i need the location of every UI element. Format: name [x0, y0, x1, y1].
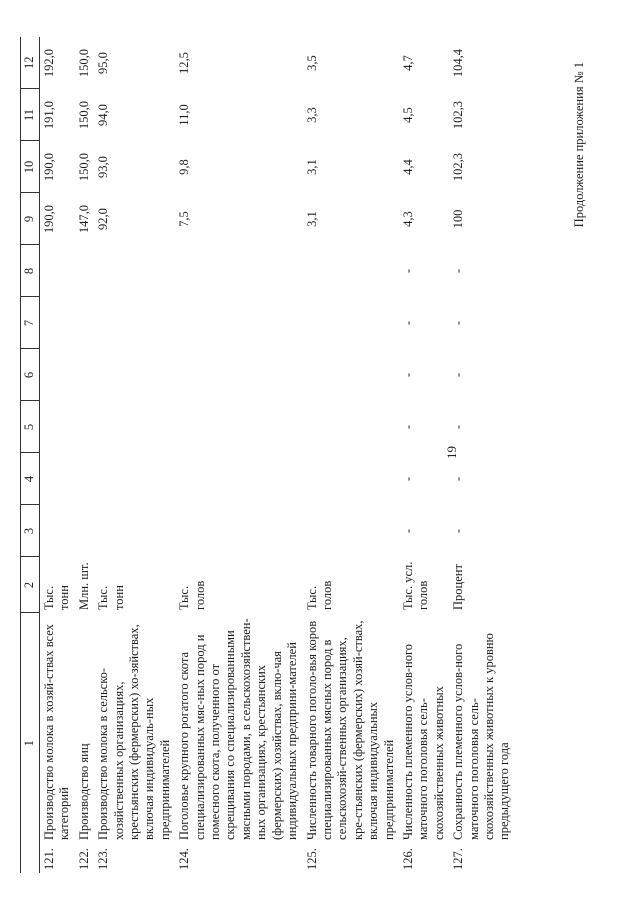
value-cell: [94, 349, 175, 401]
value-cell: [40, 245, 75, 297]
indicator-name: Численность племенного услов-ного маточного поголовья сель-скохозяйственных животных: [400, 643, 446, 840]
value-cell: 4,4: [400, 159, 415, 175]
value-cell: -: [400, 476, 415, 482]
value-cell: [75, 297, 94, 349]
row-number: 124.: [177, 848, 192, 870]
column-header: 10: [21, 141, 40, 193]
value-cell: -: [451, 476, 466, 482]
table-row: [399, 37, 449, 873]
value-cell: 93,0: [96, 156, 111, 178]
table-row: [175, 37, 302, 873]
table-row: [40, 37, 75, 873]
unit-cell: Тыс. голов: [177, 580, 207, 610]
value-cell: -: [400, 528, 415, 534]
value-cell: [94, 505, 175, 557]
value-cell: [94, 453, 175, 505]
value-cell: 150,0: [76, 48, 91, 78]
value-cell: [303, 453, 399, 505]
column-header: 11: [21, 89, 40, 141]
table-row: [94, 37, 175, 873]
value-cell: [75, 401, 94, 453]
row-number: 125.: [304, 848, 319, 870]
value-cell: -: [400, 268, 415, 274]
column-header: 1: [21, 613, 40, 873]
value-cell: 100: [451, 209, 466, 229]
value-cell: 104,4: [451, 48, 466, 78]
unit-cell: Тыс. тонн: [96, 585, 126, 610]
row-number: 122.: [76, 848, 91, 870]
value-cell: 92,0: [96, 208, 111, 230]
value-cell: -: [451, 424, 466, 430]
value-cell: [40, 349, 75, 401]
indicator-name: Производство яиц: [76, 743, 91, 840]
indicator-name: Производство молока в сельско-хозяйственных организациях, крестьянских (фермерских) хо-зяйствах, включая индивидуаль-ных предпринимателей: [96, 624, 172, 840]
value-cell: 147,0: [76, 204, 91, 234]
value-cell: 12,5: [177, 52, 192, 74]
value-cell: [40, 401, 75, 453]
row-number: 127.: [451, 848, 466, 870]
value-cell: [175, 245, 302, 297]
value-cell: 95,0: [96, 52, 111, 74]
value-cell: 4,5: [400, 107, 415, 123]
value-cell: 3,1: [304, 211, 319, 227]
value-cell: 150,0: [76, 100, 91, 130]
column-header: 7: [21, 297, 40, 349]
column-header: 6: [21, 349, 40, 401]
table-row: [75, 37, 94, 873]
value-cell: [175, 401, 302, 453]
value-cell: 9,8: [177, 159, 192, 175]
value-cell: 190,0: [42, 152, 56, 182]
continuation-caption: Продолжение приложения № 1: [572, 62, 586, 228]
column-header: 12: [21, 37, 40, 89]
row-number: 123.: [96, 848, 111, 870]
indicators-table: [20, 37, 515, 873]
value-cell: -: [451, 320, 466, 326]
value-cell: 102,3: [451, 100, 466, 130]
value-cell: 4,7: [400, 55, 415, 71]
value-cell: [75, 349, 94, 401]
value-cell: [175, 349, 302, 401]
value-cell: [175, 505, 302, 557]
value-cell: [94, 401, 175, 453]
value-cell: 7,5: [177, 211, 192, 227]
value-cell: [303, 401, 399, 453]
unit-cell: Млн. шт.: [76, 562, 91, 610]
page-number: 19: [444, 446, 459, 459]
value-cell: -: [400, 372, 415, 378]
value-cell: [303, 297, 399, 349]
value-cell: [40, 505, 75, 557]
value-cell: 3,3: [304, 107, 319, 123]
value-cell: 11,0: [177, 104, 192, 126]
value-cell: [175, 453, 302, 505]
value-cell: -: [451, 528, 466, 534]
unit-cell: Тыс. усл. голов: [400, 561, 431, 610]
value-cell: [175, 297, 302, 349]
value-cell: 192,0: [42, 48, 56, 78]
column-header: 3: [21, 505, 40, 557]
table-row: [449, 37, 515, 873]
column-header: 9: [21, 193, 40, 245]
indicator-name: Производство молока в хозяй-ствах всех категорий: [42, 624, 72, 840]
value-cell: [303, 245, 399, 297]
value-cell: 191,0: [42, 100, 56, 130]
value-cell: [40, 297, 75, 349]
column-header: 2: [21, 557, 40, 613]
indicator-name: Сохранность племенного услов-ного маточного поголовья сель-скохозяйственных животных к уровню предыдущего года: [451, 633, 512, 840]
unit-cell: Тыс. голов: [304, 580, 334, 610]
value-cell: 102,3: [451, 152, 466, 182]
row-number: 126.: [400, 848, 415, 870]
table-row: [303, 37, 399, 873]
table-header-row: [21, 37, 40, 873]
indicator-name: Численность товарного поголо-вья коров специализированных мясных пород в сельскохозяй-ственных организациях, кре-стьянских (фермерских) хозяй-ствах, включая индивидуальных предпринимателей: [304, 620, 396, 840]
value-cell: [303, 349, 399, 401]
value-cell: [94, 297, 175, 349]
value-cell: [75, 505, 94, 557]
indicator-name: Поголовье крупного рогатого скота специализированных мяс-ных пород и помесного скота, полученного от скрещивания со специализированными мясными породами, в сельскохозяйствен-ных организациях, крестьянских (фермерских) хозяйствах, вклю-чая индивидуальных предприни-мателей: [177, 618, 300, 840]
value-cell: -: [400, 424, 415, 430]
unit-cell: Процент: [451, 564, 466, 610]
value-cell: -: [400, 320, 415, 326]
value-cell: 94,0: [96, 104, 111, 126]
value-cell: [75, 245, 94, 297]
column-header: 8: [21, 245, 40, 297]
unit-cell: Тыс. тонн: [42, 585, 72, 610]
value-cell: -: [451, 372, 466, 378]
value-cell: 150,0: [76, 152, 91, 182]
value-cell: -: [451, 268, 466, 274]
value-cell: 3,5: [304, 55, 319, 71]
value-cell: [303, 505, 399, 557]
column-header: 5: [21, 401, 40, 453]
value-cell: [94, 245, 175, 297]
value-cell: [75, 453, 94, 505]
column-header: 4: [21, 453, 40, 505]
value-cell: 4,3: [400, 211, 415, 227]
value-cell: 3,1: [304, 159, 319, 175]
value-cell: 190,0: [42, 204, 56, 234]
value-cell: [40, 453, 75, 505]
row-number: 121.: [42, 848, 56, 870]
